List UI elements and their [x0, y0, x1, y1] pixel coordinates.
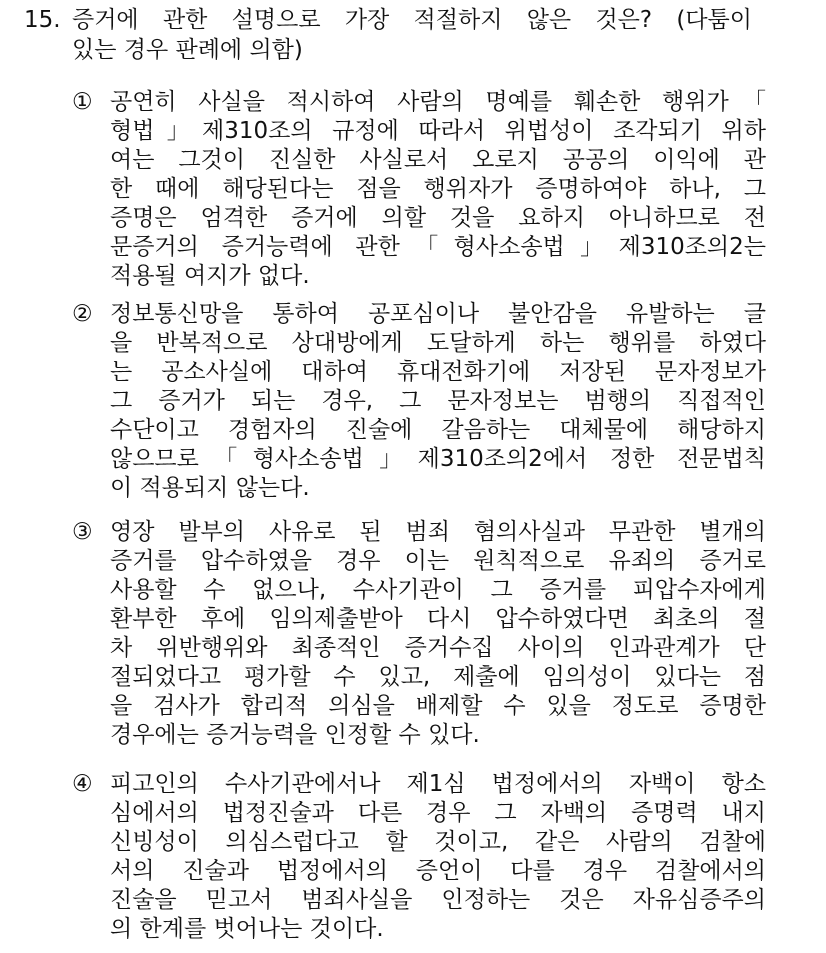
answer-option-4[interactable]: [72, 770, 772, 944]
option-marker: ②: [72, 301, 93, 327]
option-text-line: 경우에는 증거능력을 인정할 수 있다.: [110, 722, 480, 748]
option-text-line: 서의 진술과 법정에서의 증언이 다를 경우 검찰에서의: [110, 858, 766, 884]
answer-option-1[interactable]: [72, 88, 772, 291]
option-text-line: 을 검사가 합리적 의심을 배제할 수 있을 정도로 증명한: [110, 693, 766, 719]
option-text-line: 여는 그것이 진실한 사실로서 오로지 공공의 이익에 관: [110, 147, 766, 173]
option-text-line: 진술을 믿고서 범죄사실을 인정하는 것은 자유심증주의: [110, 887, 766, 913]
option-marker: ④: [72, 771, 93, 797]
option-text-line: 수단이고 경험자의 진술에 갈음하는 대체물에 해당하지: [110, 417, 766, 443]
option-marker: ③: [72, 519, 93, 545]
option-text-line: 증거를 압수하였을 경우 이는 원칙적으로 유죄의 증거로: [110, 548, 766, 574]
option-text-line: 을 반복적으로 상대방에게 도달하게 하는 행위를 하였다: [110, 330, 766, 356]
option-text-line: 절되었다고 평가할 수 있고, 제출에 임의성이 있다는 점: [110, 664, 766, 690]
option-text-line: 증명은 엄격한 증거에 의할 것을 요하지 아니하므로 전: [110, 205, 766, 231]
question-number: 15.: [24, 7, 61, 33]
option-marker: ①: [72, 89, 93, 115]
option-text-line: 문증거의 증거능력에 관한「형사소송법」제310조의2는: [110, 234, 766, 260]
question-text-line: 증거에 관한 설명으로 가장 적절하지 않은 것은? (다툼이: [72, 7, 752, 33]
option-text-line: 그 증거가 되는 경우, 그 문자정보는 범행의 직접적인: [110, 388, 766, 414]
option-text-line: 사용할 수 없으나, 수사기관이 그 증거를 피압수자에게: [110, 577, 766, 603]
option-text-line: 신빙성이 의심스럽다고 할 것이고, 같은 사람의 검찰에: [110, 829, 766, 855]
option-text-line: 않으므로「형사소송법」제310조의2에서 정한 전문법칙: [110, 446, 766, 472]
option-text-line: 환부한 후에 임의제출받아 다시 압수하였다면 최초의 절: [110, 606, 766, 632]
option-text-line: 피고인의 수사기관에서나 제1심 법정에서의 자백이 항소: [110, 771, 766, 797]
option-text-line: 영장 발부의 사유로 된 범죄 혐의사실과 무관한 별개의: [110, 519, 766, 545]
option-text-line: 이 적용되지 않는다.: [110, 475, 310, 501]
question-text-line: 있는 경우 판례에 의함): [72, 37, 303, 63]
option-text-line: 차 위반행위와 최종적인 증거수집 사이의 인과관계가 단: [110, 635, 766, 661]
option-text-line: 적용될 여지가 없다.: [110, 263, 310, 289]
option-text-line: 정보통신망을 통하여 공포심이나 불안감을 유발하는 글: [110, 301, 766, 327]
option-text-line: 공연히 사실을 적시하여 사람의 명예를 훼손한 행위가「: [110, 89, 766, 115]
option-text-line: 는 공소사실에 대하여 휴대전화기에 저장된 문자정보가: [110, 359, 766, 385]
option-text-line: 한 때에 해당된다는 점을 행위자가 증명하여야 하나, 그: [110, 176, 766, 202]
option-text-line: 형법」제310조의 규정에 따라서 위법성이 조각되기 위하: [110, 118, 766, 144]
answer-option-2[interactable]: [72, 300, 772, 503]
answer-option-3[interactable]: [72, 518, 772, 750]
option-text-line: 의 한계를 벗어나는 것이다.: [110, 916, 384, 942]
option-text-line: 심에서의 법정진술과 다른 경우 그 자백의 증명력 내지: [110, 800, 766, 826]
